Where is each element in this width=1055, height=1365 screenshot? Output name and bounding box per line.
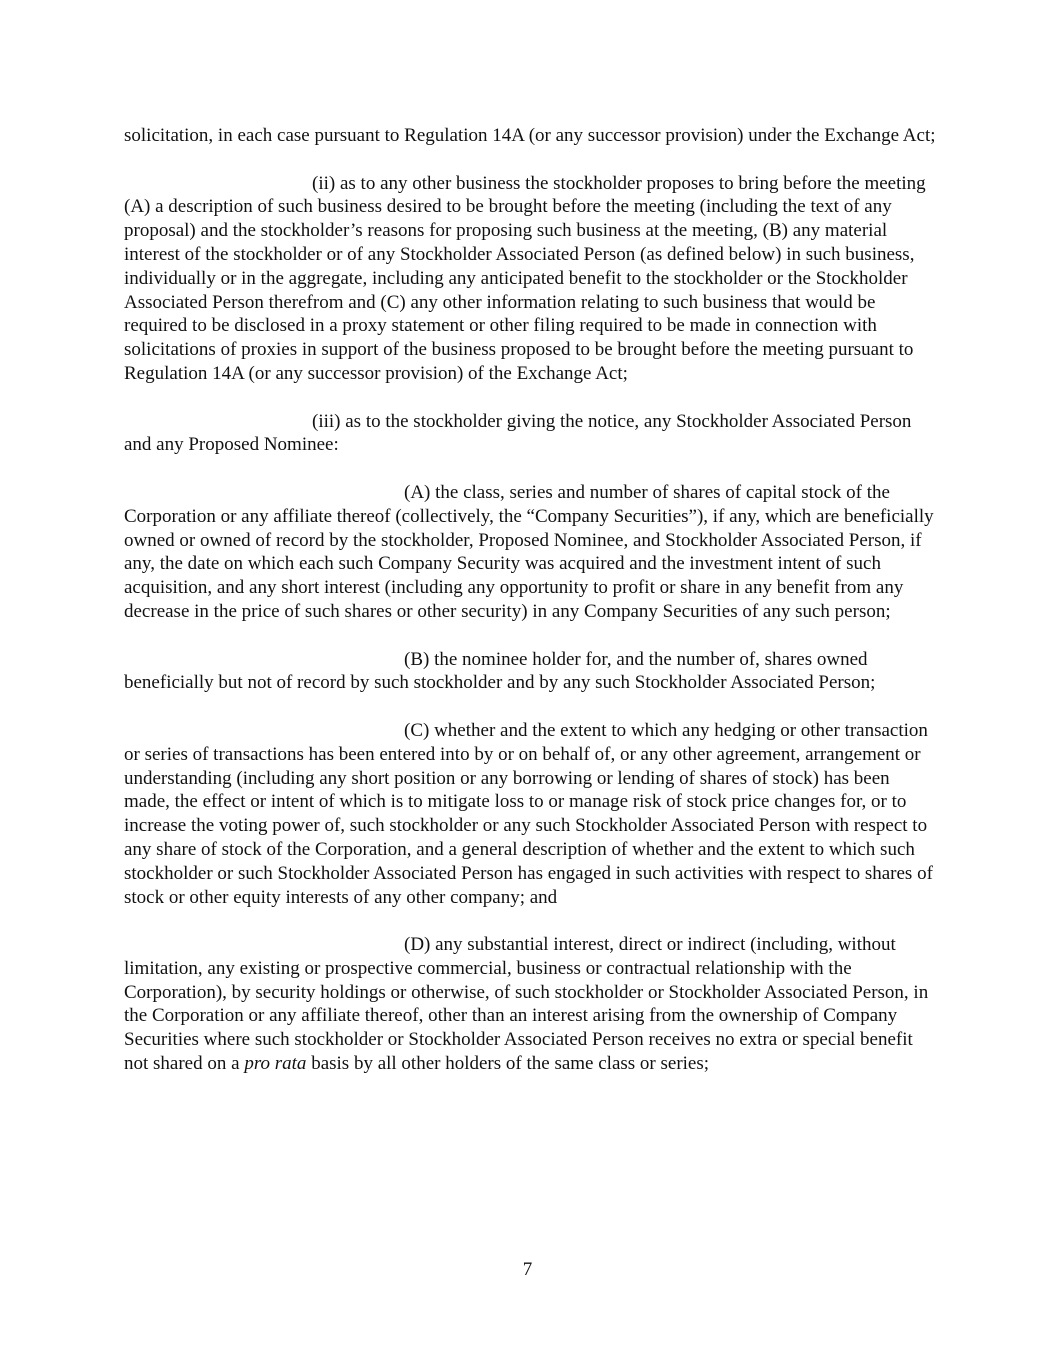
paragraph-subitem-a: (A) the class, series and number of shares of capital stock of the Corporation or any affiliate thereof (collectively, the “Company Securities”), if any, which are beneficially owned or owned of record by the stockholder, Proposed Nominee, and Stockholder Associated Person, if any, the date on which each such Company Security was acquired and the investment intent of such acquisition, and any short interest (including any opportunity to profit or share in any benefit from any decrease in the price of such shares or other security) in any Company Securities of any such person; bbox=[124, 481, 934, 622]
paragraph-subitem-d-text-start: (D) any substantial interest, direct or indirect (including, without limitation, any existing or prospective commercial, business or contractual relationship with the Corporation), by security holdings or otherwise, of such stockholder or Stockholder Associated Person, in the Corporation or any affiliate thereof, other than an interest arising from the ownership of Company Securities where such stockholder or Stockholder Associated Person receives no extra or special benefit not shared on a bbox=[124, 934, 929, 1075]
paragraph-item-ii: (ii) as to any other business the stockholder proposes to bring before the meeting (A) a description of such business desired to be brought before the meeting (including the text of any proposal) and the stockholder’s reasons for proposing such business at the meeting, (B) any material interest of the stockholder or of any Stockholder Associated Person (as defined below) in such business, individually or in the aggregate, including any anticipated benefit to the stockholder or the Stockholder Associated Person therefrom and (C) any other information relating to such business that would be required to be disclosed in a proxy statement or other filing required to be made in connection with solicitations of proxies in support of the business proposed to be brought before the meeting pursuant to Regulation 14A (or any successor provision) of the Exchange Act; bbox=[124, 172, 926, 384]
document-body bbox=[124, 124, 936, 1100]
pro-rata-italic: pro rata bbox=[244, 1053, 307, 1075]
paragraph-subitem-d bbox=[124, 933, 936, 1076]
paragraph-subitem-d-text-end: basis by all other holders of the same class or series; bbox=[306, 1053, 710, 1075]
paragraph-item-iii: (iii) as to the stockholder giving the notice, any Stockholder Associated Person and any Proposed Nominee: bbox=[124, 410, 912, 456]
paragraph-subitem-c: (C) whether and the extent to which any hedging or other transaction or series of transactions has been entered into by or on behalf of, or any other agreement, arrangement or understanding (including any short position or any borrowing or lending of shares of stock) has been made, the effect or intent of which is to mitigate loss to or manage risk of stock price changes for, or to increase the voting power of, such stockholder or any such Stockholder Associated Person with respect to any share of stock of the Corporation, and a general description of whether and the extent to which such stockholder or such Stockholder Associated Person has engaged in such activities with respect to shares of stock or other equity interests of any other company; and bbox=[124, 719, 933, 908]
page-number: 7 bbox=[522, 1259, 533, 1280]
paragraph-subitem-b: (B) the nominee holder for, and the number of, shares owned beneficially but not of record by such stockholder and by any such Stockholder Associated Person; bbox=[124, 648, 876, 694]
paragraph-continuation: solicitation, in each case pursuant to Regulation 14A (or any successor provision) under the Exchange Act; bbox=[124, 125, 936, 146]
